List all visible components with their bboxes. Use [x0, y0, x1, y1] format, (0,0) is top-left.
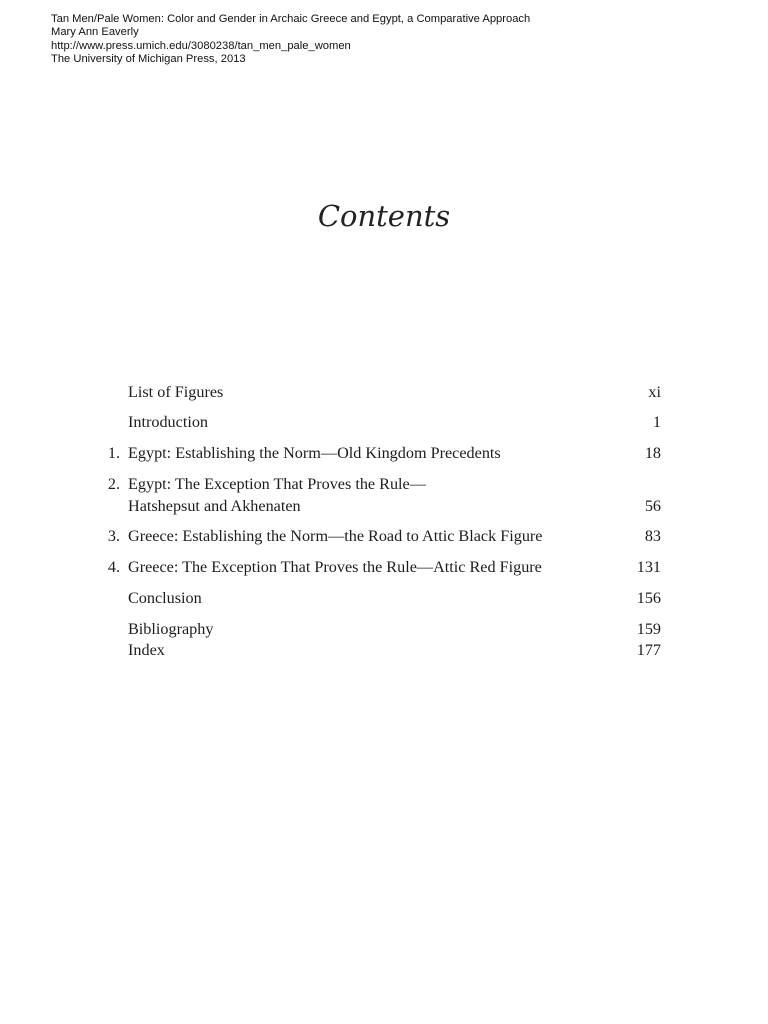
toc-entry-label: Bibliography	[128, 620, 214, 638]
toc-entry-chapter-2-continued[interactable]	[0, 496, 768, 516]
toc-entry-label: Egypt: The Exception That Proves the Rule—	[128, 475, 426, 493]
toc-entry-label: Greece: The Exception That Proves the Rule—Attic Red Figure	[128, 558, 542, 576]
toc-entry-chapter-1[interactable]	[0, 443, 768, 463]
toc-entry-number: 1.	[107, 444, 120, 462]
page-title: Contents	[317, 199, 451, 233]
toc-entry-chapter-3[interactable]	[0, 526, 768, 546]
toc-entry-page: 131	[636, 558, 661, 576]
toc-entry-number: 4.	[107, 558, 120, 576]
toc-entry-bibliography[interactable]	[0, 619, 768, 639]
toc-entry-label: Conclusion	[128, 589, 202, 607]
header-author: Mary Ann Eaverly	[51, 26, 139, 39]
toc-entry-page: 156	[636, 589, 661, 607]
header-url[interactable]: http://www.press.umich.edu/3080238/tan_men_pale_women	[51, 39, 351, 52]
toc-entry-introduction[interactable]	[0, 412, 768, 432]
toc-entry-label: Index	[128, 641, 165, 659]
toc-entry-label: Introduction	[128, 413, 209, 431]
toc-entry-page: 1	[652, 413, 661, 431]
header-publisher: The University of Michigan Press, 2013	[51, 53, 246, 66]
toc-entry-page: 159	[636, 620, 661, 638]
toc-entry-number: 3.	[107, 527, 120, 545]
toc-entry-label-continued: Hatshepsut and Akhenaten	[128, 497, 301, 515]
header-book-title: Tan Men/Pale Women: Color and Gender in Archaic Greece and Egypt, a Comparative Approach	[51, 13, 531, 25]
toc-entry-label: Egypt: Establishing the Norm—Old Kingdom Precedents	[128, 444, 501, 462]
toc-entry-page: xi	[648, 383, 661, 401]
toc-entry-number: 2.	[107, 475, 120, 493]
toc-entry-conclusion[interactable]	[0, 588, 768, 608]
toc-entry-label: List of Figures	[128, 383, 224, 401]
toc-entry-index[interactable]	[0, 640, 768, 660]
toc-entry-page: 177	[636, 641, 661, 659]
toc-entry-label: Greece: Establishing the Norm—the Road to Attic Black Figure	[128, 527, 543, 545]
toc-entry-page: 18	[644, 444, 661, 462]
toc-entry-page: 56	[644, 497, 661, 515]
toc-entry-page: 83	[644, 527, 661, 545]
toc-entry-chapter-2[interactable]	[0, 474, 768, 494]
toc-entry-list-of-figures[interactable]	[0, 382, 768, 402]
toc-entry-chapter-4[interactable]	[0, 557, 768, 577]
